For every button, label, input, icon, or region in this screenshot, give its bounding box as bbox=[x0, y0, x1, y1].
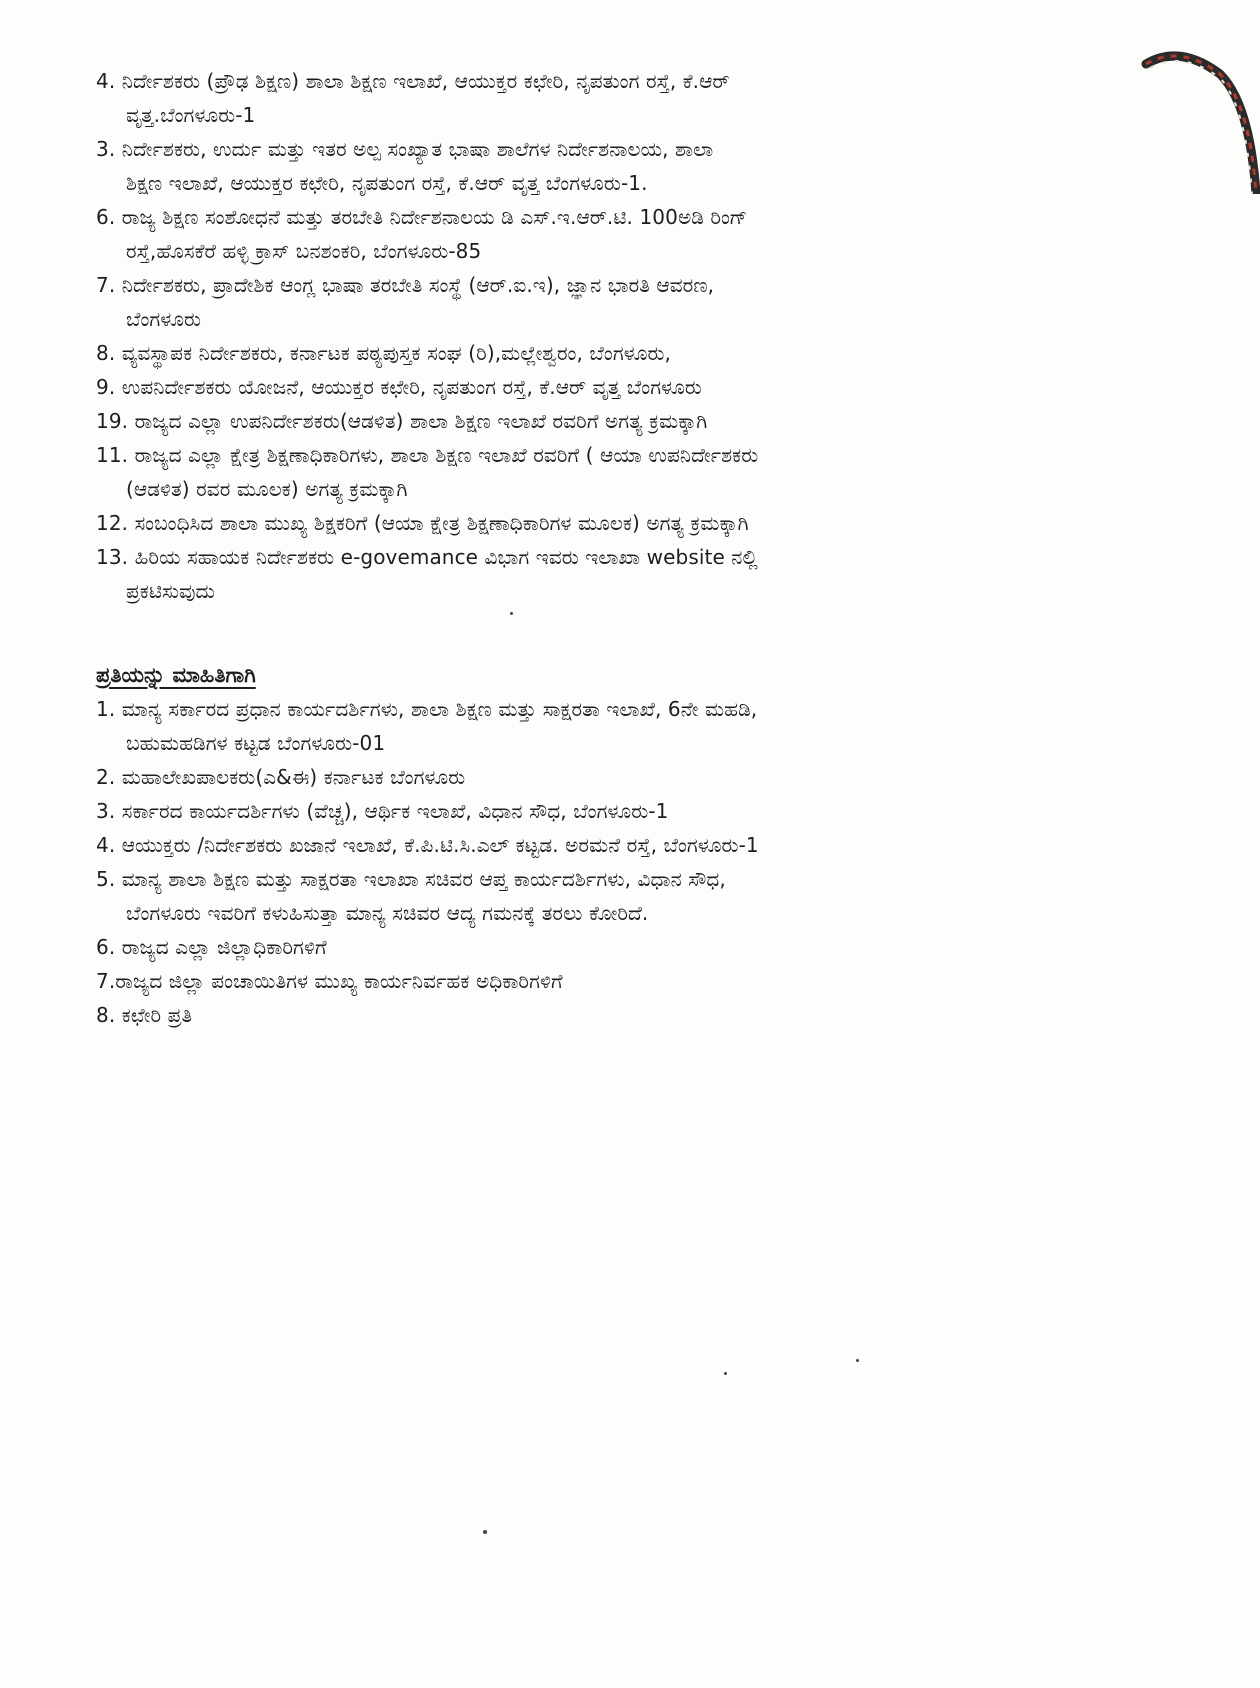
recipient-list bbox=[96, 64, 1096, 608]
list-item-line: ವೃತ್ತ.ಬೆಂಗಳೂರು-1 bbox=[126, 103, 256, 127]
list-item bbox=[96, 336, 1096, 370]
list-item bbox=[96, 828, 1096, 862]
binding-thread-icon bbox=[1140, 44, 1260, 194]
list-item bbox=[96, 370, 1096, 404]
list-item bbox=[96, 862, 1096, 930]
list-item-line: 4. ಆಯುಕ್ತರು /ನಿರ್ದೇಶಕರು ಖಜಾನೆ ಇಲಾಖೆ, ಕೆ.ಪಿ.ಟಿ.ಸಿ.ಎಲ್ ಕಟ್ಟಡ. ಅರಮನೆ ರಸ್ತೆ, ಬೆಂಗಳೂರು-1 bbox=[96, 833, 759, 857]
copy-list bbox=[96, 692, 1096, 1032]
copy-section-title: ಪ್ರತಿಯನ್ನು ಮಾಹಿತಿಗಾಗಿ bbox=[96, 663, 256, 687]
list-item-line: ಶಿಕ್ಷಣ ಇಲಾಖೆ, ಆಯುಕ್ತರ ಕಛೇರಿ, ನೃಪತುಂಗ ರಸ್ತೆ, ಕೆ.ಆರ್ ವೃತ್ತ ಬೆಂಗಳೂರು-1. bbox=[126, 171, 648, 195]
list-item bbox=[96, 794, 1096, 828]
list-item-line: 4. ನಿರ್ದೇಶಕರು (ಪ್ರೌಢ ಶಿಕ್ಷಣ) ಶಾಲಾ ಶಿಕ್ಷಣ ಇಲಾಖೆ, ಆಯುಕ್ತರ ಕಛೇರಿ, ನೃಪತುಂಗ ರಸ್ತೆ, ಕೆ.ಆರ್ bbox=[96, 69, 730, 93]
list-item bbox=[96, 692, 1096, 760]
list-item-line: ಬೆಂಗಳೂರು ಇವರಿಗೆ ಕಳುಹಿಸುತ್ತಾ ಮಾನ್ಯ ಸಚಿವರ ಆದ್ಯ ಗಮನಕ್ಕೆ ತರಲು ಕೋರಿದೆ. bbox=[126, 901, 649, 925]
list-item-line: (ಆಡಳಿತ) ರವರ ಮೂಲಕ) ಅಗತ್ಯ ಕ್ರಮಕ್ಕಾಗಿ bbox=[126, 477, 408, 501]
list-item-line: 3. ಸರ್ಕಾರದ ಕಾರ್ಯದರ್ಶಿಗಳು (ವೆಚ್ಚ), ಆರ್ಥಿಕ ಇಲಾಖೆ, ವಿಧಾನ ಸೌಧ, ಬೆಂಗಳೂರು-1 bbox=[96, 799, 669, 823]
list-item-line: 13. ಹಿರಿಯ ಸಹಾಯಕ ನಿರ್ದೇಶಕರು e-govemance ವಿಭಾಗ ಇವರು ಇಲಾಖಾ website ನಲ್ಲಿ bbox=[96, 545, 758, 569]
list-item bbox=[96, 438, 1096, 506]
scan-speck bbox=[856, 1359, 859, 1362]
scan-speck bbox=[724, 1372, 727, 1375]
list-item-line: 6. ರಾಜ್ಯ ಶಿಕ್ಷಣ ಸಂಶೋಧನೆ ಮತ್ತು ತರಬೇತಿ ನಿರ್ದೇಶನಾಲಯ ಡಿ ಎಸ್.ಇ.ಆರ್.ಟಿ. 100ಅಡಿ ರಿಂಗ್ bbox=[96, 205, 748, 229]
list-item-line: 8. ವ್ಯವಸ್ಥಾಪಕ ನಿರ್ದೇಶಕರು, ಕರ್ನಾಟಕ ಪಠ್ಯಪುಸ್ತಕ ಸಂಘ (ರಿ),ಮಲ್ಲೇಶ್ವರಂ, ಬೆಂಗಳೂರು, bbox=[96, 341, 671, 365]
list-item bbox=[96, 64, 1096, 132]
list-item-line: ರಸ್ತೆ,ಹೊಸಕೆರೆ ಹಳ್ಳಿ ಕ್ರಾಸ್ ಬನಶಂಕರಿ, ಬೆಂಗಳೂರು-85 bbox=[126, 239, 482, 263]
list-item-line: 9. ಉಪನಿರ್ದೇಶಕರು ಯೋಜನೆ, ಆಯುಕ್ತರ ಕಛೇರಿ, ನೃಪತುಂಗ ರಸ್ತೆ, ಕೆ.ಆರ್ ವೃತ್ತ ಬೆಂಗಳೂರು bbox=[96, 375, 702, 399]
list-item bbox=[96, 404, 1096, 438]
scan-speck bbox=[510, 612, 513, 615]
list-item bbox=[96, 540, 1096, 608]
list-item-line: 5. ಮಾನ್ಯ ಶಾಲಾ ಶಿಕ್ಷಣ ಮತ್ತು ಸಾಕ್ಷರತಾ ಇಲಾಖಾ ಸಚಿವರ ಆಪ್ತ ಕಾರ್ಯದರ್ಶಿಗಳು, ವಿಧಾನ ಸೌಧ, bbox=[96, 867, 726, 891]
list-item bbox=[96, 964, 1096, 998]
list-item bbox=[96, 132, 1096, 200]
list-item-line: 12. ಸಂಬಂಧಿಸಿದ ಶಾಲಾ ಮುಖ್ಯ ಶಿಕ್ಷಕರಿಗೆ (ಆಯಾ ಕ್ಷೇತ್ರ ಶಿಕ್ಷಣಾಧಿಕಾರಿಗಳ ಮೂಲಕ) ಅಗತ್ಯ ಕ್ರಮಕ್ಕಾಗಿ bbox=[96, 511, 749, 535]
list-item-line: ಬೆಂಗಳೂರು bbox=[126, 307, 202, 331]
list-item-line: ಬಹುಮಹಡಿಗಳ ಕಟ್ಟಡ ಬೆಂಗಳೂರು-01 bbox=[126, 731, 386, 755]
list-item-line: 19. ರಾಜ್ಯದ ಎಲ್ಲಾ ಉಪನಿರ್ದೇಶಕರು(ಆಡಳಿತ) ಶಾಲಾ ಶಿಕ್ಷಣ ಇಲಾಖೆ ರವರಿಗೆ ಅಗತ್ಯ ಕ್ರಮಕ್ಕಾಗಿ bbox=[96, 409, 708, 433]
list-item-line: 7.ರಾಜ್ಯದ ಜಿಲ್ಲಾ ಪಂಚಾಯಿತಿಗಳ ಮುಖ್ಯ ಕಾರ್ಯನಿರ್ವಹಕ ಅಧಿಕಾರಿಗಳಿಗೆ bbox=[96, 969, 563, 993]
list-item bbox=[96, 506, 1096, 540]
list-item bbox=[96, 760, 1096, 794]
list-item-line: 2. ಮಹಾಲೇಖಪಾಲಕರು(ಎ&ಈ) ಕರ್ನಾಟಕ ಬೆಂಗಳೂರು bbox=[96, 765, 466, 789]
list-item-line: 3. ನಿರ್ದೇಶಕರು, ಉರ್ದು ಮತ್ತು ಇತರ ಅಲ್ಪ ಸಂಖ್ಯಾತ ಭಾಷಾ ಶಾಲೆಗಳ ನಿರ್ದೇಶನಾಲಯ, ಶಾಲಾ bbox=[96, 137, 714, 161]
scan-speck bbox=[483, 1530, 487, 1534]
list-item-line: ಪ್ರಕಟಿಸುವುದು bbox=[126, 579, 215, 603]
list-item-line: 6. ರಾಜ್ಯದ ಎಲ್ಲಾ ಜಿಲ್ಲಾಧಿಕಾರಿಗಳಿಗೆ bbox=[96, 935, 327, 959]
list-item-line: 11. ರಾಜ್ಯದ ಎಲ್ಲಾ ಕ್ಷೇತ್ರ ಶಿಕ್ಷಣಾಧಿಕಾರಿಗಳು, ಶಾಲಾ ಶಿಕ್ಷಣ ಇಲಾಖೆ ರವರಿಗೆ ( ಆಯಾ ಉಪನಿರ್ದೇಶಕರು bbox=[96, 443, 759, 467]
list-item-line: 7. ನಿರ್ದೇಶಕರು, ಪ್ರಾದೇಶಿಕ ಆಂಗ್ಲ ಭಾಷಾ ತರಬೇತಿ ಸಂಸ್ಥೆ (ಆರ್.ಐ.ಇ), ಜ್ಞಾನ ಭಾರತಿ ಆವರಣ, bbox=[96, 273, 715, 297]
list-item bbox=[96, 268, 1096, 336]
list-item bbox=[96, 200, 1096, 268]
list-item-line: 8. ಕಛೇರಿ ಪ್ರತಿ bbox=[96, 1003, 193, 1027]
list-item-line: 1. ಮಾನ್ಯ ಸರ್ಕಾರದ ಪ್ರಧಾನ ಕಾರ್ಯದರ್ಶಿಗಳು, ಶಾಲಾ ಶಿಕ್ಷಣ ಮತ್ತು ಸಾಕ್ಷರತಾ ಇಲಾಖೆ, 6ನೇ ಮಹಡಿ, bbox=[96, 697, 758, 721]
list-item bbox=[96, 930, 1096, 964]
list-item bbox=[96, 998, 1096, 1032]
